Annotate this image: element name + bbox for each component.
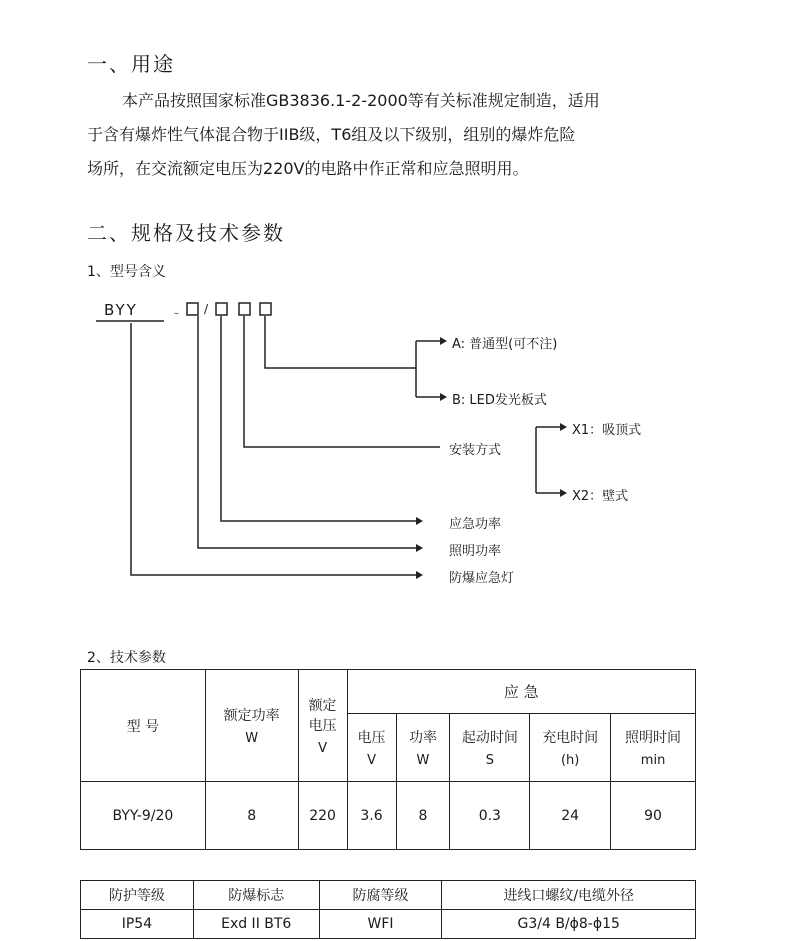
header-emergency: 应 急 [347,670,695,714]
lighting-power-label: 照明功率 [449,544,502,559]
header-corrosion-grade: 防腐等级 [319,881,442,910]
paragraph-line-1: 本产品按照国家标准GB3836.1-2-2000等有关标准规定制造，适用 [122,91,600,110]
cell-model: BYY-9/20 [81,782,206,850]
model-slash: / [204,302,209,316]
install-method: 安装方式 [449,443,502,458]
install-x2: X2：壁式 [572,489,629,504]
cell-explosion-mark: Exd II BT6 [193,910,319,939]
header-charge-time: 充电时间 (h) [530,714,611,782]
install-x1: X1：吸顶式 [572,423,642,438]
header-explosion-mark: 防爆标志 [193,881,319,910]
cell-em-power: 8 [396,782,450,850]
cell-thread-cable: G3/4 B/ϕ8-ϕ15 [442,910,696,939]
cell-em-voltage: 3.6 [347,782,396,850]
table-row [81,782,696,850]
header-start-time: 起动时间 S [450,714,530,782]
subheading-model-meaning: 1、型号含义 [87,264,166,280]
header-rated-voltage: 额定电压 V [298,670,347,782]
option-b: B: LED发光板式 [452,393,547,408]
cell-lighting-time: 90 [611,782,696,850]
tech-params-table [80,669,696,850]
table-row [81,910,696,939]
paragraph-line-2: 于含有爆炸性气体混合物于IIB级，T6组及以下级别，组别的爆炸危险 [87,125,576,144]
subheading-tech-params: 2、技术参数 [87,650,166,666]
header-rated-power: 额定功率 W [205,670,298,782]
cell-rated-voltage: 220 [298,782,347,850]
emergency-power-label: 应急功率 [449,517,502,532]
cell-rated-power: 8 [205,782,298,850]
model-dash: – [174,308,179,319]
header-model: 型 号 [81,670,206,782]
header-thread-cable: 进线口螺纹/电缆外径 [442,881,696,910]
cell-corrosion-grade: WFI [319,910,442,939]
section2-heading: 二、规格及技术参数 [87,221,285,245]
cell-protection-grade: IP54 [81,910,194,939]
cell-charge-time: 24 [530,782,611,850]
section1-heading: 一、用途 [87,52,175,76]
model-prefix: BYY [104,301,138,319]
header-lighting-time: 照明时间 min [611,714,696,782]
header-em-power: 功率 W [396,714,450,782]
lamp-label: 防爆应急灯 [449,571,515,586]
header-protection-grade: 防护等级 [81,881,194,910]
protection-table [80,880,696,939]
cell-start-time: 0.3 [450,782,530,850]
paragraph-line-3: 场所，在交流额定电压为220V的电路中作正常和应急照明用。 [87,159,529,178]
header-em-voltage: 电压 V [347,714,396,782]
option-a: A: 普通型(可不注) [452,337,558,352]
